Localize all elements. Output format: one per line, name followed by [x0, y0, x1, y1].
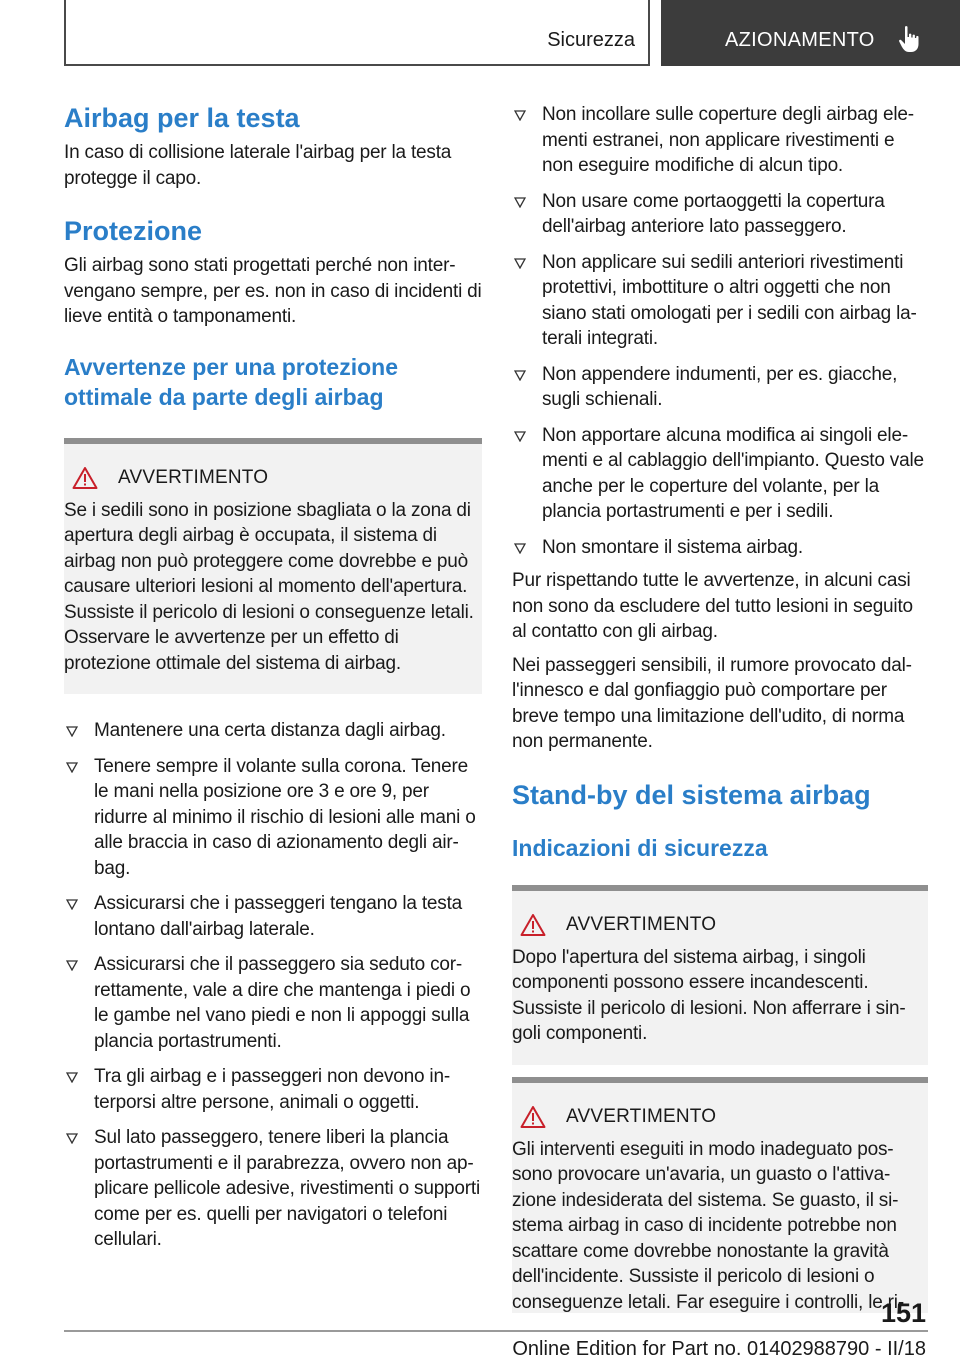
list-item: Mantenere una certa distanza dagli airbag. — [64, 718, 482, 744]
page-header — [64, 0, 960, 66]
left-column — [64, 102, 482, 1263]
heading-indicazioni: Indicazioni di sicurezza — [512, 834, 768, 861]
list-item: Sul lato passeggero, tenere liberi la plancia portastrumenti e il parabrezza, ovvero non applicare pellicole adesive, rivestimenti o supporti come per es. quelli per navigatori o telefoni cellulari. — [64, 1125, 482, 1253]
triangle-bullet-icon — [514, 110, 526, 121]
list-item: Non smontare il sistema airbag. — [512, 535, 928, 561]
warning-triangle-icon — [520, 1105, 546, 1129]
triangle-bullet-icon — [66, 1072, 78, 1083]
warning-label: AVVERTIMENTO — [566, 913, 717, 935]
paragraph-avvertenze-casi: Pur rispettando tutte le avvertenze, in alcuni casi non sono da escludere del tutto lesioni in seguito al contatto con gli airbag. — [512, 570, 913, 642]
warning-header — [512, 1103, 920, 1131]
header-section-label: Sicurezza — [547, 29, 635, 51]
paragraph-passeggeri-sensibili: Nei passeggeri sensibili, il rumore provocato dall'innesco e dal gonfiaggio può comportare per breve tempo una limitazione dell'udito, di norma non permanente. — [512, 654, 912, 752]
hand-pointer-icon — [898, 25, 922, 53]
triangle-bullet-icon — [514, 543, 526, 554]
list-item: Non applicare sui sedili anteriori rivestimenti protettivi, imbottiture o altri oggetti che non siano stati omologati per i sedili con airbag laterali integrati. — [512, 250, 928, 352]
page-number: 151 — [880, 1298, 926, 1328]
warning-triangle-icon — [520, 913, 546, 937]
list-item: Non incollare sulle coperture degli airbag elementi estranei, non applicare rivestimenti e non eseguire modifiche di alcun tipo. — [512, 102, 928, 179]
footer-rule — [64, 1330, 928, 1332]
triangle-bullet-icon — [66, 762, 78, 773]
warning-header — [512, 911, 920, 939]
heading-airbag-testa: Airbag per la testa — [64, 103, 300, 133]
bullet-list-right — [512, 102, 928, 560]
warning-header — [64, 464, 474, 492]
header-section-box — [64, 0, 649, 66]
warning-triangle-icon — [72, 466, 98, 490]
warning-label: AVVERTIMENTO — [118, 466, 269, 488]
list-item: Non usare come portaoggetti la copertura dell'airbag anteriore lato passeggero. — [512, 189, 928, 240]
paragraph-airbag-testa: In caso di collisione laterale l'airbag per la testa protegge il capo. — [64, 142, 452, 189]
list-item: Non appendere indumenti, per es. giacche, sugli schienali. — [512, 362, 928, 413]
triangle-bullet-icon — [66, 960, 78, 971]
right-column — [512, 102, 928, 1313]
warning-text: Dopo l'apertura del sistema airbag, i singoli componenti possono essere incandescenti. Sussiste il pericolo di lesioni. Non afferrare i singoli componenti. — [512, 946, 906, 1044]
warning-box — [512, 885, 928, 1065]
heading-avvertenze: Avvertenze per una protezione ottimale da parte degli airbag — [64, 353, 399, 410]
warning-box — [512, 1077, 928, 1313]
header-chapter-label: AZIONAMENTO — [725, 29, 875, 51]
list-item: Tra gli airbag e i passeggeri non devono interporsi altre persone, animali o oggetti. — [64, 1064, 482, 1115]
triangle-bullet-icon — [514, 197, 526, 208]
list-item: Assicurarsi che i passeggeri tengano la testa lontano dall'airbag laterale. — [64, 891, 482, 942]
warning-box — [64, 438, 482, 695]
warning-text: Gli interventi eseguiti in modo inadeguato possono provocare un'avaria, un guasto o l'attivazione indesiderata del sistema. Se guasto, il sistema airbag in caso di incidente potrebbe non scattare come dovrebbe nonostante la gravità dell'incidente. Sussiste il pericolo di lesioni o conseguenze letali. Far eseguire i controlli, le ri- — [512, 1138, 904, 1313]
triangle-bullet-icon — [66, 899, 78, 910]
footer-edition: Online Edition for Part no. 01402988790 - II/18 — [512, 1338, 926, 1360]
paragraph-protezione: Gli airbag sono stati progettati perché non intervengano sempre, per es. non in caso di incidenti di lieve entità o tamponamenti. — [64, 255, 482, 327]
triangle-bullet-icon — [514, 370, 526, 381]
header-chapter-tab — [661, 0, 960, 66]
list-item: Assicurarsi che il passeggero sia seduto correttamente, vale a dire che mantenga i piedi o le gambe nel vano piedi e non li appoggi sulla plancia portastrumenti. — [64, 952, 482, 1054]
list-item: Non apportare alcuna modifica ai singoli elementi e al cablaggio dell'impianto. Questo vale anche per le coperture del volante, per la plancia portastrumenti e per i sedili. — [512, 423, 928, 525]
heading-protezione: Protezione — [64, 216, 203, 246]
warning-text: Se i sedili sono in posizione sbagliata o la zona di apertura degli airbag è occupata, il sistema di airbag non può proteggere come dovrebbe e può causare ulteriori lesioni al momento dell'apertura. Sussiste il pericolo di lesioni o conseguenze letali. Osservare le avvertenze per un effetto di protezione ottimale del sistema di airbag. — [64, 499, 474, 674]
header-divider — [648, 0, 650, 66]
triangle-bullet-icon — [66, 726, 78, 737]
heading-standby: Stand-by del sistema airbag — [512, 779, 871, 810]
warning-label: AVVERTIMENTO — [566, 1105, 717, 1127]
triangle-bullet-icon — [514, 431, 526, 442]
triangle-bullet-icon — [514, 258, 526, 269]
triangle-bullet-icon — [66, 1133, 78, 1144]
bullet-list-left — [64, 718, 482, 1253]
list-item: Tenere sempre il volante sulla corona. Tenere le mani nella posizione ore 3 e ore 9, per ridurre al minimo il rischio di lesioni alle mani o alle braccia in caso di azionamento degli airbag. — [64, 754, 482, 882]
